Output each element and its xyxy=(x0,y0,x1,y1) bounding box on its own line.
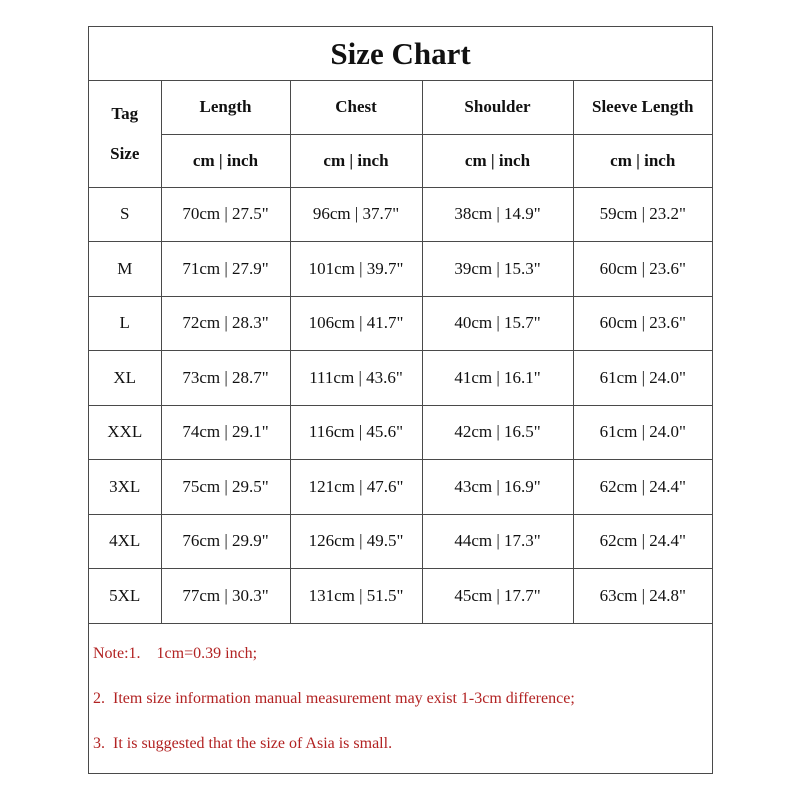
unit-header: cm | inch xyxy=(290,134,422,187)
tag-size-header xyxy=(89,81,161,187)
sleeve-cell: 61cm | 24.0" xyxy=(573,351,712,406)
col-header-sleeve: Sleeve Length xyxy=(573,81,712,134)
sleeve-cell: 60cm | 23.6" xyxy=(573,296,712,351)
size-chart-frame xyxy=(88,26,713,774)
sleeve-cell: 62cm | 24.4" xyxy=(573,514,712,569)
size-cell: 5XL xyxy=(89,569,161,624)
chest-cell: 116cm | 45.6" xyxy=(290,405,422,460)
table-row xyxy=(89,296,712,351)
table-row xyxy=(89,405,712,460)
size-cell: L xyxy=(89,296,161,351)
sleeve-cell: 60cm | 23.6" xyxy=(573,242,712,297)
shoulder-cell: 45cm | 17.7" xyxy=(422,569,573,624)
col-header-length: Length xyxy=(161,81,290,134)
length-cell: 72cm | 28.3" xyxy=(161,296,290,351)
sleeve-cell: 62cm | 24.4" xyxy=(573,460,712,515)
sleeve-cell: 63cm | 24.8" xyxy=(573,569,712,624)
shoulder-cell: 43cm | 16.9" xyxy=(422,460,573,515)
sleeve-cell: 61cm | 24.0" xyxy=(573,405,712,460)
chest-cell: 111cm | 43.6" xyxy=(290,351,422,406)
unit-header: cm | inch xyxy=(422,134,573,187)
header-row-units xyxy=(89,134,712,187)
table-row xyxy=(89,460,712,515)
header-row-labels xyxy=(89,81,712,134)
size-cell: M xyxy=(89,242,161,297)
table-row xyxy=(89,351,712,406)
length-cell: 71cm | 27.9" xyxy=(161,242,290,297)
col-header-chest: Chest xyxy=(290,81,422,134)
shoulder-cell: 41cm | 16.1" xyxy=(422,351,573,406)
length-cell: 70cm | 27.5" xyxy=(161,187,290,242)
unit-header: cm | inch xyxy=(573,134,712,187)
notes-section xyxy=(89,632,712,767)
size-table xyxy=(89,81,712,624)
note-line: 2. Item size information manual measurement may exist 1-3cm difference; xyxy=(93,690,575,707)
chest-cell: 101cm | 39.7" xyxy=(290,242,422,297)
chest-cell: 126cm | 49.5" xyxy=(290,514,422,569)
size-label: Size xyxy=(110,143,140,163)
chest-cell: 121cm | 47.6" xyxy=(290,460,422,515)
size-cell: 3XL xyxy=(89,460,161,515)
shoulder-cell: 42cm | 16.5" xyxy=(422,405,573,460)
size-cell: 4XL xyxy=(89,514,161,569)
size-cell: XXL xyxy=(89,405,161,460)
table-row xyxy=(89,514,712,569)
note-line: 3. It is suggested that the size of Asia is small. xyxy=(93,735,393,752)
length-cell: 75cm | 29.5" xyxy=(161,460,290,515)
unit-header: cm | inch xyxy=(161,134,290,187)
chest-cell: 96cm | 37.7" xyxy=(290,187,422,242)
chart-title: Size Chart xyxy=(89,27,712,81)
length-cell: 74cm | 29.1" xyxy=(161,405,290,460)
note-line: Note:1. 1cm=0.39 inch; xyxy=(93,645,258,662)
length-cell: 77cm | 30.3" xyxy=(161,569,290,624)
table-row xyxy=(89,242,712,297)
length-cell: 76cm | 29.9" xyxy=(161,514,290,569)
size-cell: XL xyxy=(89,351,161,406)
size-cell: S xyxy=(89,187,161,242)
shoulder-cell: 38cm | 14.9" xyxy=(422,187,573,242)
shoulder-cell: 40cm | 15.7" xyxy=(422,296,573,351)
table-row xyxy=(89,569,712,624)
shoulder-cell: 44cm | 17.3" xyxy=(422,514,573,569)
tag-label: Tag xyxy=(111,103,139,123)
length-cell: 73cm | 28.7" xyxy=(161,351,290,406)
shoulder-cell: 39cm | 15.3" xyxy=(422,242,573,297)
sleeve-cell: 59cm | 23.2" xyxy=(573,187,712,242)
col-header-shoulder: Shoulder xyxy=(422,81,573,134)
chest-cell: 106cm | 41.7" xyxy=(290,296,422,351)
chest-cell: 131cm | 51.5" xyxy=(290,569,422,624)
table-row xyxy=(89,187,712,242)
